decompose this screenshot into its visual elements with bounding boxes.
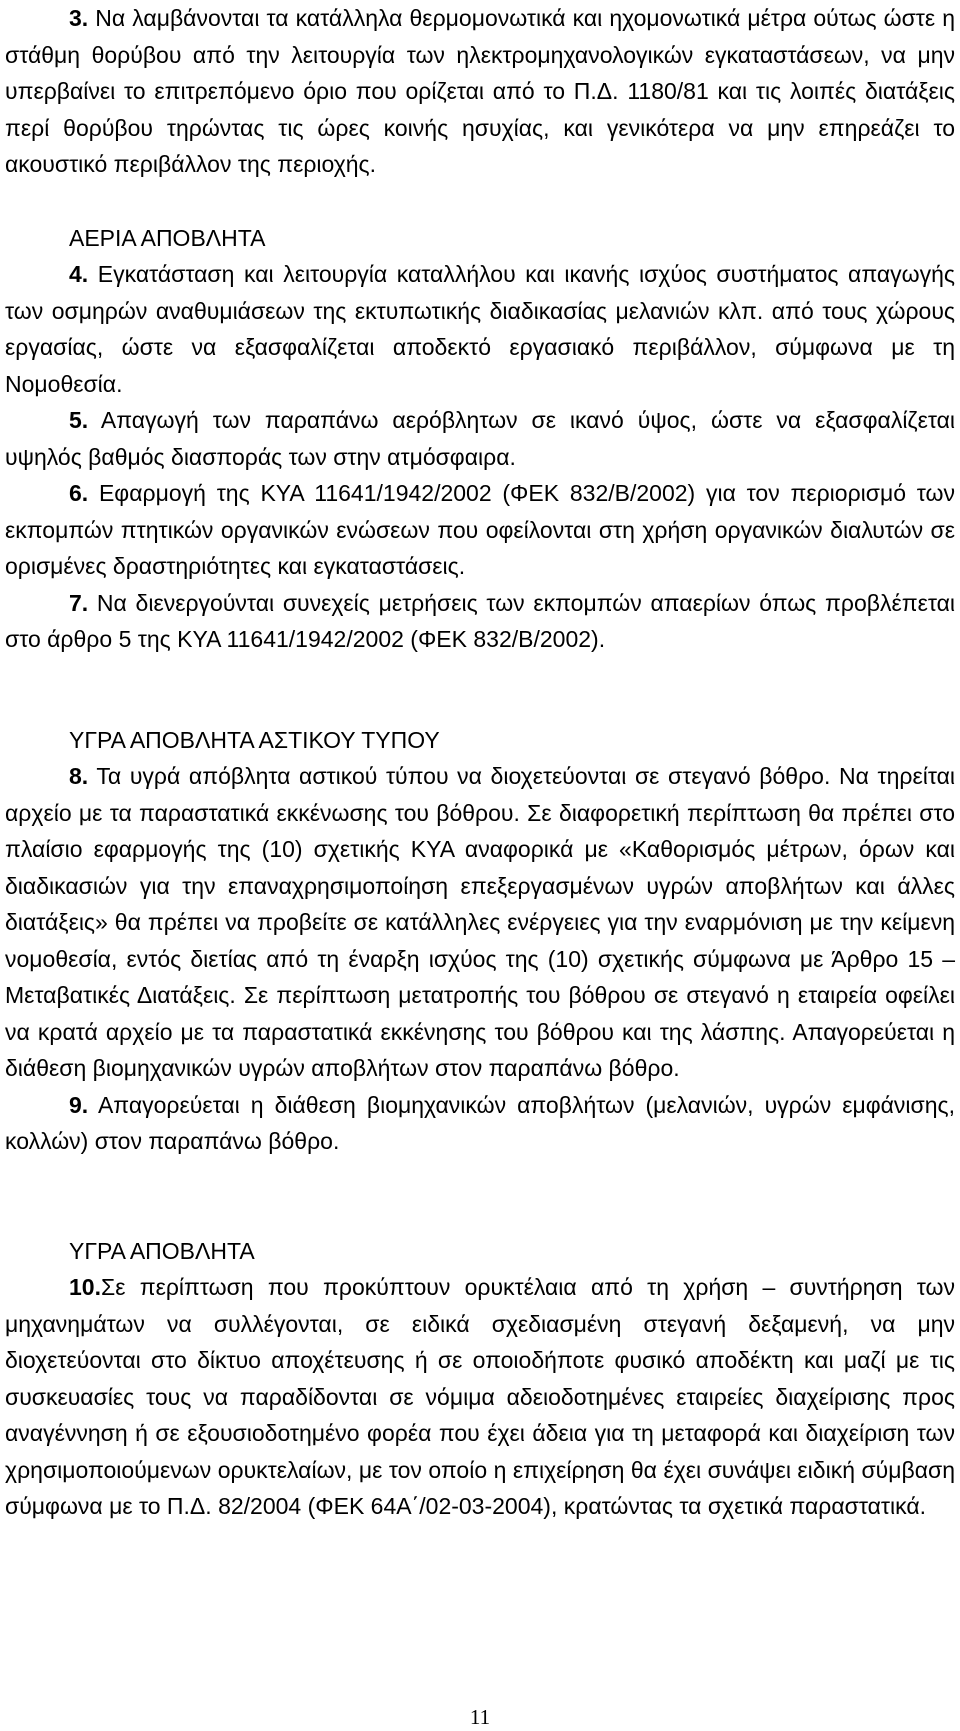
item-text: Να λαμβάνονται τα κατάλληλα θερμομονωτικά και ηχομονωτικά μέτρα ούτως ώστε η στάθμη θορύβου από την λειτουργία των ηλεκτρομηχανολογικών εγκαταστάσεων, να μην υπερβαίνει το επιτρεπόμενο όριο που ορίζεται από το Π.Δ. 1180/81 και τις λοιπές διατάξεις περί θορύβου τηρώντας τις ώρες κοινής ησυχίας, και γενικότερα να μην επηρεάζει το ακουστικό περιβάλλον της περιοχής.: [5, 5, 955, 177]
condition-item-3: [5, 0, 955, 183]
item-number: 9.: [69, 1091, 89, 1118]
item-text: Να διενεργούνται συνεχείς μετρήσεις των εκπομπών απαερίων όπως προβλέπεται στο άρθρο 5 της ΚΥΑ 11641/1942/2002 (ΦΕΚ 832/Β/2002).: [5, 589, 956, 652]
item-number: 3.: [69, 5, 89, 31]
document-page: [5, 0, 955, 1525]
item-number: 8.: [69, 763, 89, 789]
item-text: Εφαρμογή της ΚΥΑ 11641/1942/2002 (ΦΕΚ 832/Β/2002) για τον περιορισμό των εκπομπών πτητικών οργανικών ενώσεων που οφείλονται στη χρήση οργανικών διαλυτών σε ορισμένες δραστηριότητες και εγκαταστάσεις.: [5, 480, 955, 579]
section-heading-urban-wastewater: ΥΓΡΑ ΑΠΟΒΛΗΤΑ ΑΣΤΙΚΟΥ ΤΥΠΟΥ: [69, 726, 440, 753]
item-number: 6.: [69, 480, 89, 506]
page-number: 11: [469, 1705, 491, 1729]
condition-item-6: [5, 475, 955, 585]
item-text: Σε περίπτωση που προκύπτουν ορυκτέλαια από τη χρήση – συντήρηση των μηχανημάτων να συλλέγονται, σε ειδικά σχεδιασμένη στεγανή δεξαμενή, να μην διοχετεύονται στο δίκτυο αποχέτευσης ή σε οποιοδήποτε φυσικό αποδέκτη και μαζί με τις συσκευασίες τους να παραδίδονται σε νόμιμα αδειοδοτημένες εταιρείες διαχείρισης προς αναγέννηση ή σε εξουσιοδοτημένο φορέα που έχει άδεια για τη μεταφορά και διαχείριση των χρησιμοποιούμενων ορυκτελαίων, με τον οποίο η επιχείρηση θα έχει συνάψει ειδική σύμβαση σύμφωνα με το Π.Δ. 82/2004 (ΦΕΚ 64Α΄/02-03-2004), κρατώντας τα σχετικά παραστατικά.: [5, 1274, 955, 1519]
item-number: 4.: [69, 261, 89, 287]
condition-item-10: [5, 1269, 955, 1525]
condition-item-9: [5, 1087, 955, 1160]
section-heading-liquid-waste: ΥΓΡΑ ΑΠΟΒΛΗΤΑ: [69, 1237, 255, 1264]
condition-item-5: [5, 402, 955, 475]
item-text: Απαγορεύεται η διάθεση βιομηχανικών αποβλήτων (μελανιών, υγρών εμφάνισης, κολλών) στον παραπάνω βόθρο.: [5, 1091, 955, 1154]
section-heading-air-emissions: ΑΕΡΙΑ ΑΠΟΒΛΗΤΑ: [69, 224, 266, 251]
condition-item-4: [5, 256, 955, 402]
item-number: 7.: [69, 589, 89, 616]
item-number: 5.: [69, 407, 89, 433]
item-number: 10.: [69, 1274, 101, 1300]
condition-item-8: [5, 758, 955, 1087]
item-text: Απαγωγή των παραπάνω αερόβλητων σε ικανό ύψος, ώστε να εξασφαλίζεται υψηλός βαθμός διασποράς των στην ατμόσφαιρα.: [5, 407, 955, 470]
item-text: Εγκατάσταση και λειτουργία καταλλήλου και ικανής ισχύος συστήματος απαγωγής των οσμηρών αναθυμιάσεων της εκτυπωτικής διαδικασίας μελανιών κλπ. από τους χώρους εργασίας, ώστε να εξασφαλίζεται αποδεκτό εργασιακό περιβάλλον, σύμφωνα με τη Νομοθεσία.: [5, 261, 955, 397]
item-text: Τα υγρά απόβλητα αστικού τύπου να διοχετεύονται σε στεγανό βόθρο. Να τηρείται αρχείο με τα παραστατικά εκκένωσης του βόθρου. Σε διαφορετική περίπτωση θα πρέπει στο πλαίσιο εφαρμογής της (10) σχετικής ΚΥΑ αναφορικά με «Καθορισμός μέτρων, όρων και διαδικασιών για την επαναχρησιμοποίηση επεξεργασμένων υγρών αποβλήτων και άλλες διατάξεις» θα πρέπει να προβείτε σε κατάλληλες ενέργειες για την εναρμόνιση με την κείμενη νομοθεσία, εντός διετίας από τη έναρξη ισχύος της (10) σχετικής σύμφωνα με Άρθρο 15 – Μεταβατικές Διατάξεις. Σε περίπτωση μετατροπής του βόθρου σε στεγανό η εταιρεία οφείλει να κρατά αρχείο με τα παραστατικά εκκένησης του βόθρου και της λάσπης. Απαγορεύεται η διάθεση βιομηχανικών υγρών αποβλήτων στον παραπάνω βόθρο.: [5, 763, 955, 1081]
condition-item-7: [5, 585, 955, 658]
